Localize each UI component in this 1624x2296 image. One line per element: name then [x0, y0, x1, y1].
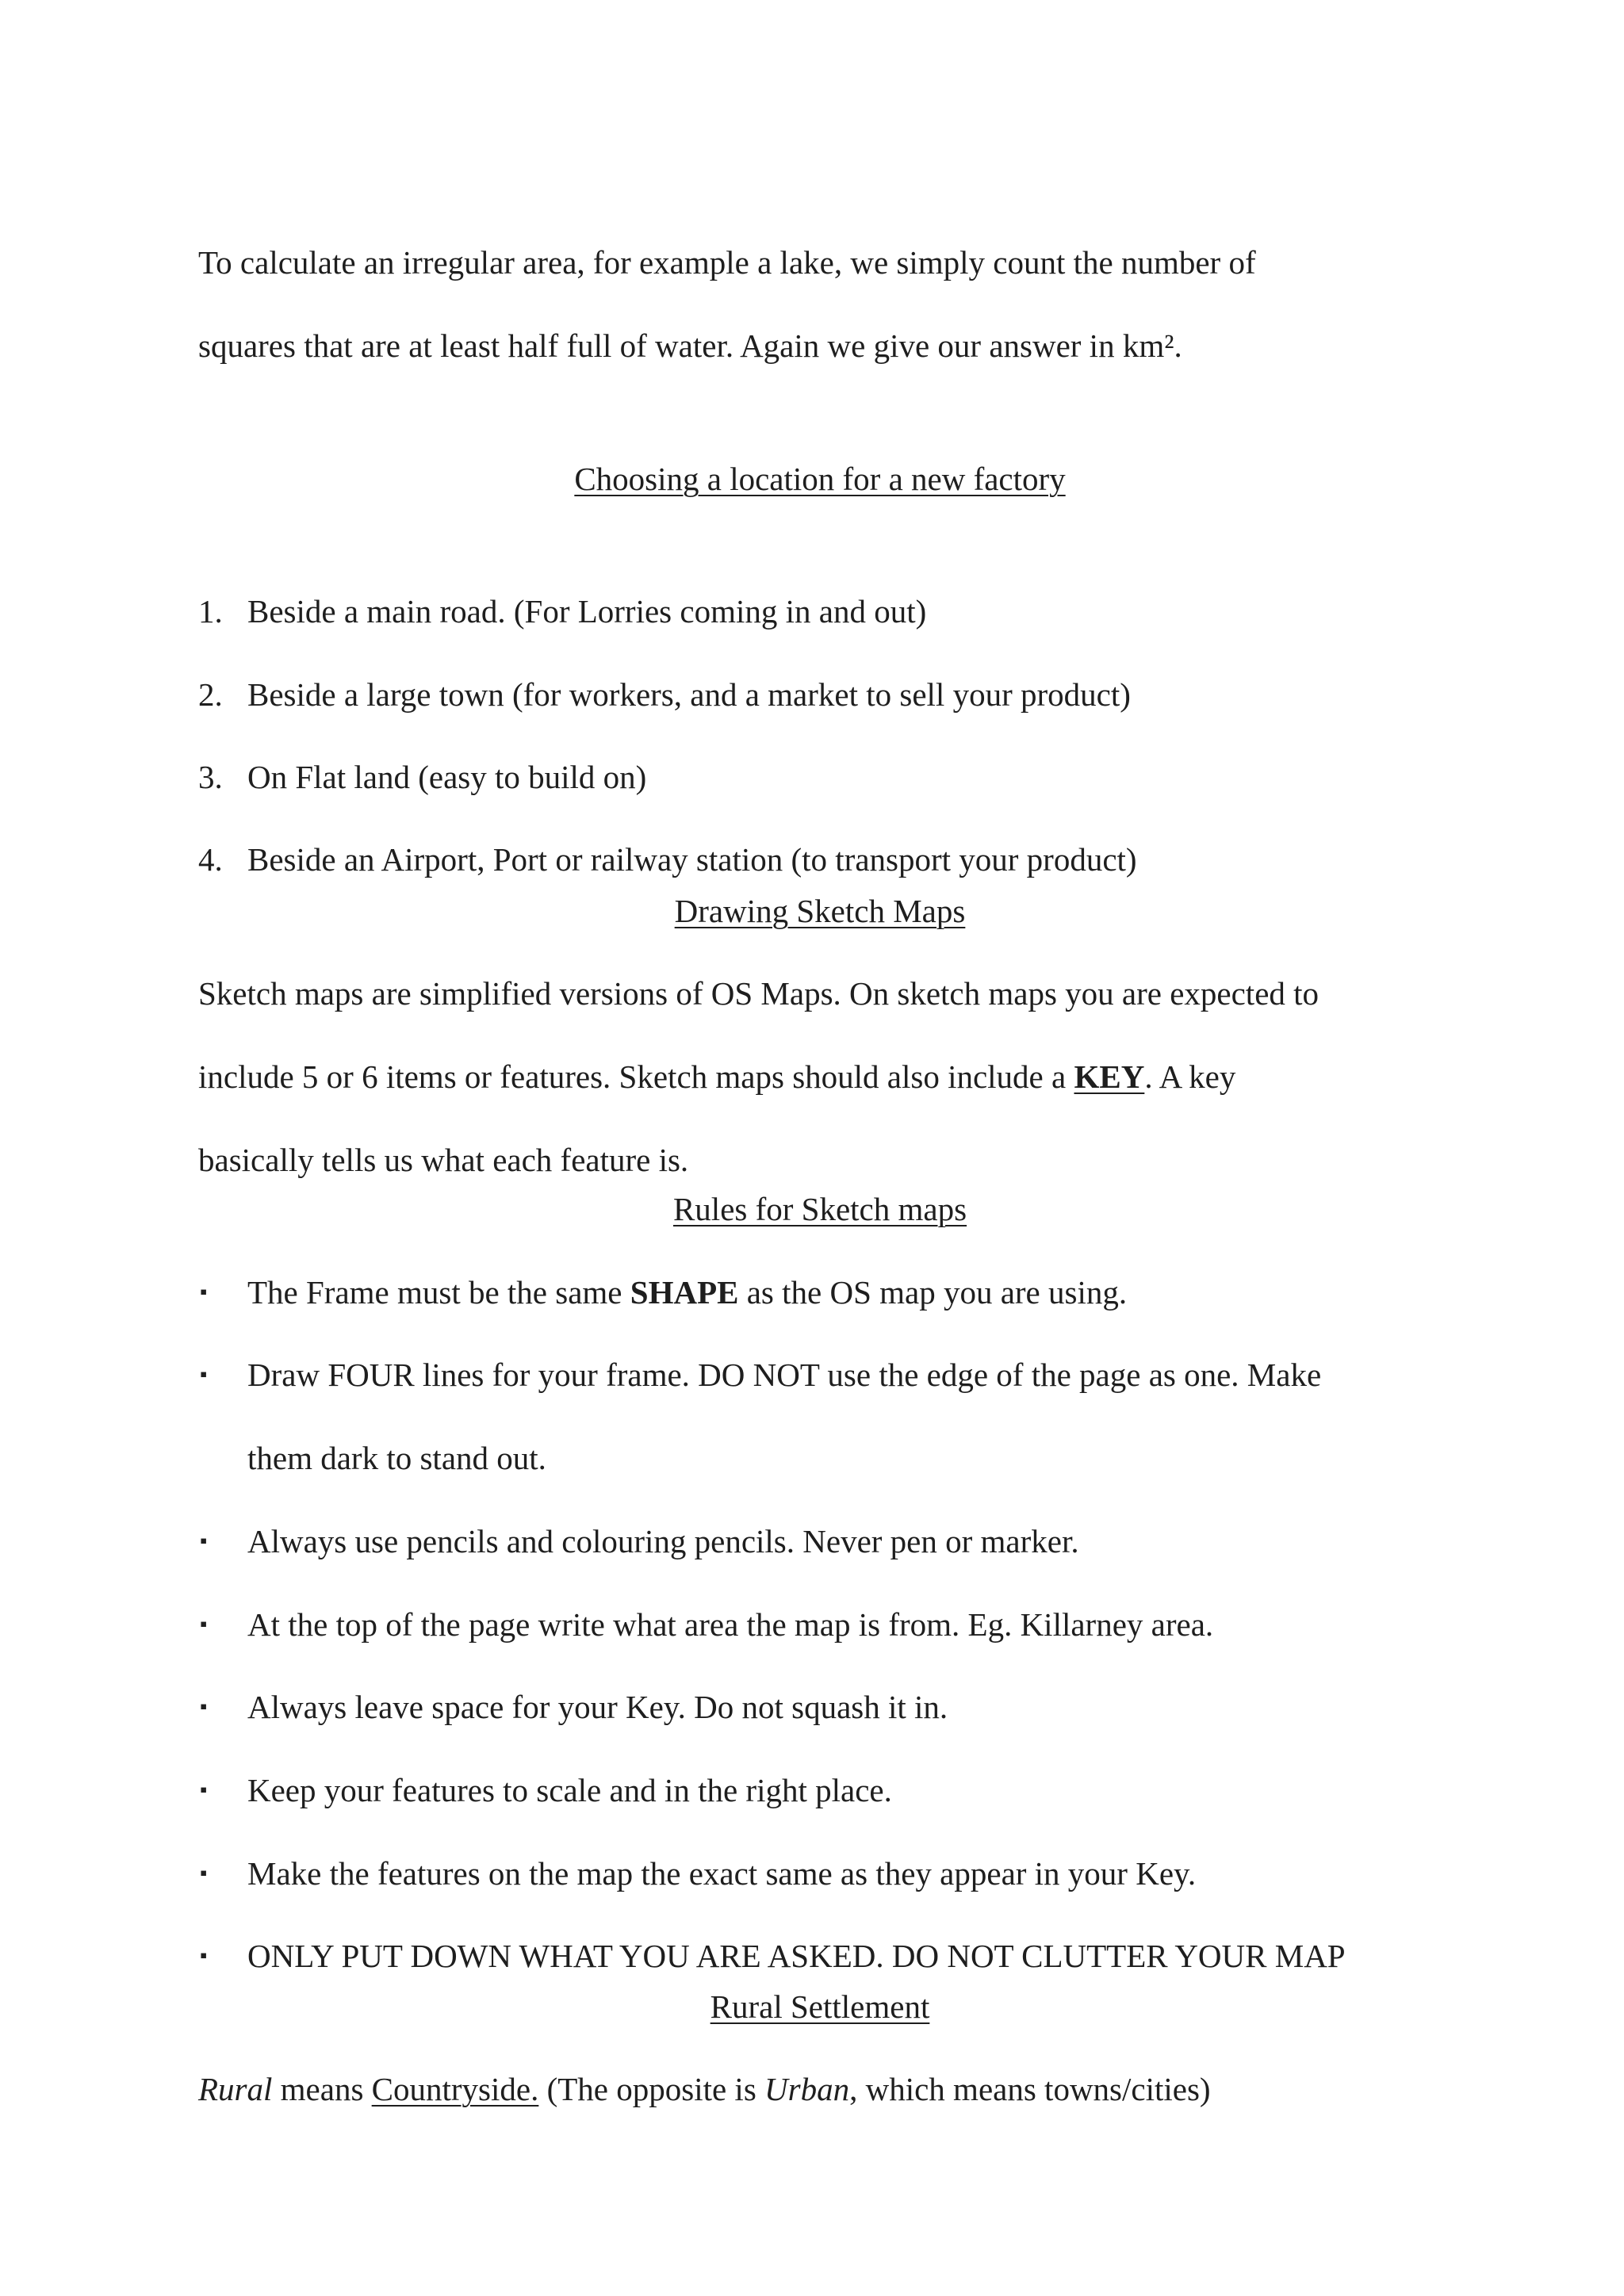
sketch-line-1: Sketch maps are simplified versions of OS Maps. On sketch maps you are expected to: [198, 975, 1320, 1012]
list-number: 3.: [198, 759, 223, 795]
rule-text: At the top of the page write what area the map is from. Eg. Killarney area.: [247, 1606, 1214, 1643]
sketch-heading: [0, 891, 1624, 931]
bullet-marker: ▪: [200, 1778, 208, 1801]
list-item-text: Beside a large town (for workers, and a market to sell your product): [247, 676, 1131, 713]
list-number: 2.: [198, 676, 223, 713]
factory-heading-text: Choosing a location for a new factory: [574, 461, 1066, 497]
rule-text-start: The Frame must be the same: [247, 1274, 630, 1311]
sketch-line-3: basically tells us what each feature is.: [198, 1142, 689, 1178]
bullet-marker: ▪: [200, 1363, 208, 1386]
rules-heading: [0, 1189, 1624, 1229]
bullet-marker: ▪: [200, 1529, 208, 1552]
rule-text: Make the features on the map the exact same as they appear in your Key.: [247, 1855, 1197, 1892]
rule-text: ONLY PUT DOWN WHAT YOU ARE ASKED. DO NOT CLUTTER YOUR MAP: [247, 1938, 1346, 1974]
list-number: 1.: [198, 593, 223, 629]
rural-heading: [0, 1987, 1624, 2026]
list-number: 4.: [198, 841, 223, 878]
intro-line-2: squares that are at least half full of water. Again we give our answer in km².: [198, 327, 1182, 364]
list-item-text: On Flat land (easy to build on): [247, 759, 647, 795]
rule-text: Keep your features to scale and in the right place.: [247, 1772, 892, 1808]
rural-line: [198, 2069, 1211, 2109]
list-item-text: Beside a main road. (For Lorries coming in and out): [247, 593, 927, 629]
intro-line-1: To calculate an irregular area, for example a lake, we simply count the number of: [198, 244, 1256, 281]
bullet-marker: ▪: [200, 1695, 208, 1718]
sketch-line-2: [198, 1057, 1235, 1096]
bullet-marker: ▪: [200, 1280, 208, 1303]
factory-heading: [0, 459, 1624, 499]
rural-means: means: [272, 2071, 372, 2107]
bullet-marker: ▪: [200, 1613, 208, 1636]
rural-rest: , which means towns/cities): [849, 2071, 1211, 2107]
rule-text-continued: them dark to stand out.: [247, 1440, 546, 1476]
list-item-text: Beside an Airport, Port or railway station (to transport your product): [247, 841, 1137, 878]
rule-text: Always use pencils and colouring pencils. Never pen or marker.: [247, 1523, 1079, 1559]
shape-emphasis: SHAPE: [630, 1274, 739, 1311]
bullet-marker: ▪: [200, 1862, 208, 1885]
sketch-line-2-start: include 5 or 6 items or features. Sketch maps should also include a: [198, 1058, 1074, 1095]
bullet-marker: ▪: [200, 1944, 208, 1967]
rule-text: Always leave space for your Key. Do not squash it in.: [247, 1689, 948, 1725]
sketch-heading-text: Drawing Sketch Maps: [674, 893, 966, 929]
rule-text: Draw FOUR lines for your frame. DO NOT use the edge of the page as one. Make: [247, 1357, 1322, 1393]
key-emphasis: KEY: [1074, 1058, 1145, 1095]
rural-opposite: (The opposite is: [538, 2071, 765, 2107]
sketch-line-2-end: . A key: [1144, 1058, 1236, 1095]
countryside-underlined: Countryside.: [371, 2071, 539, 2107]
rural-heading-text: Rural Settlement: [710, 1988, 930, 2025]
rule-text: [247, 1272, 1127, 1312]
rules-heading-text: Rules for Sketch maps: [672, 1191, 967, 1227]
rural-italic: Rural: [198, 2071, 273, 2107]
urban-italic: Urban: [764, 2071, 850, 2107]
rule-text-end: as the OS map you are using.: [738, 1274, 1128, 1311]
